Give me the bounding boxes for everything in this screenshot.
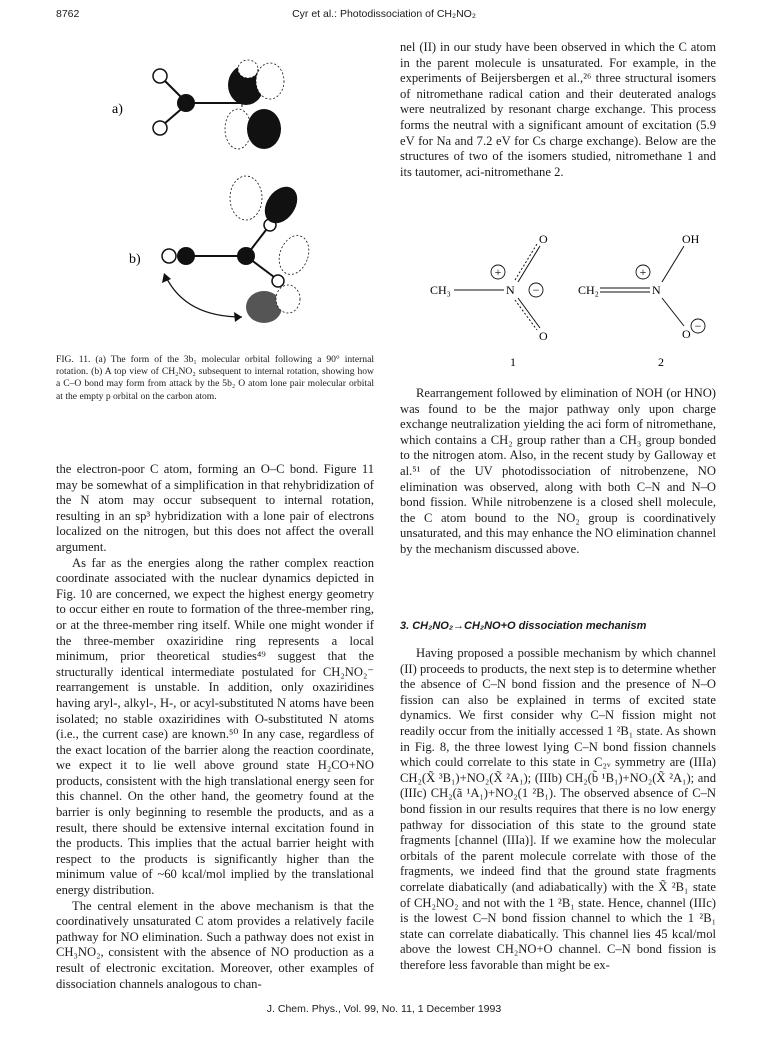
paragraph: the electron-poor C atom, forming an O–C bond. Figure 11 may be somewhat of a simplification in that rehybridization of the N atom may occur subsequent to internal rotation, resulting in an sp³ hybridization with a lone pair of electrons localized on the nitrogen, but this does not affect the overall argument. — [56, 462, 374, 554]
page-number: 8762 — [56, 8, 80, 20]
paragraph: The central element in the above mechanism is that the coordinatively unsaturated C atom provides a relatively facile pathway for NO elimination. Such a pathway does not exist in CH₃NO₂, consistent with the absence of NO production as a result of electronic excitation. Moreover, other examples of dissociation channels analogous to chan- — [56, 898, 374, 991]
structure2-ch2: CH₂ — [578, 283, 599, 297]
journal-footer: J. Chem. Phys., Vol. 99, No. 11, 1 December 1993 — [266, 1003, 502, 1015]
paragraph: Rearrangement followed by elimination of NOH (or HNO) was found to be the major pathway only upon charge exchange neutralization yielding the aci form of nitromethane, which contains a CH₂ group rather than a CH₃ group bonded to the nitrogen atom. Also, in the recent study by Galloway et al.⁵¹ of the UV photodissociation of nitrobenzene, NO elimination was observed, along with both C–N and N–O bond fission. While nitrobenzene is a closed shell molecule, the C atom bound to the NO₂ group is coordinatively unsaturated, and this may enhance the NO elimination channel by the mechanism discussed above. — [400, 386, 716, 556]
structure2-o: O — [682, 327, 691, 341]
paragraph: Having proposed a possible mechanism by which channel (II) proceeds to products, the next step is to determine whether the absence of C–N bond fission and the presence of N–O fission can also be explained in terms of excited state dynamics. We first consider why C–N fission might not readily occur from the initially accessed 1 ²B₁ state. As shown in Fig. 8, the three lowest lying C–N bond fission channels which could correlate to this state in C₂ᵥ symmetry are (IIIa) CH₂(X̃ ³B₁)+NO₂(X̃ ²A₁); (IIIb) CH₂(b̃ ¹B₁)+NO₂(X̃ ²A₁); and (IIIc) CH₂(ã ¹A₁)+NO₂(1 ²B₁). The observed absence of C–N bond fission in our results requires that there is no low energy pathway for dissociation of this state to the ground state fragments [channel (IIIa)]. If we examine how the molecular orbitals of the parent molecule correlate with those of the fragments, we indeed find that the ground state fragments correlate diabatically (and adiabatically) with the X̃ ²B₁ state of CH₂NO₂ and not with the 1 ²B₁ state. Hence, channel (IIIc) is the lowest C–N bond fission channel to which the 1 ²B₁ state can correlate diabatically. This channel lies 45 kcal/mol above the lowest CH₂NO+O channel. C–N bond fission is therefore less favorable than might be ex- — [400, 646, 716, 972]
left-column-text — [56, 462, 374, 992]
structure2-oh: OH — [682, 232, 700, 246]
structure1-o-bot: O — [539, 329, 548, 343]
figure-caption: FIG. 11. (a) The form of the 3b₁ molecular orbital following a 90° internal rotation. (b) A top view of CH₂NO₂ subsequent to internal rotation, showing how a C–O bond may form from attack by the 5b₂ O atom lone pair molecular orbital at the empty p orbital on the carbon atom. — [56, 354, 374, 402]
paragraph: nel (II) in our study have been observed in which the C atom in the parent molecule is unsaturated. For example, in the experiments of Beijersbergen et al.,²⁶ three structural isomers of nitromethane radical cation and their deuterated analogs were neutralized by resonant charge exchange. This process forms the neutral with a significant amount of excitation (5.9 eV for Na and 7.2 eV for Cs charge exchange). Below are the structures of two of the isomers studied, nitromethane 1 and its tautomer, aci-nitromethane 2. — [400, 40, 716, 179]
structure1-o-top: O — [539, 232, 548, 246]
structure1-ch3: CH₃ — [430, 283, 451, 297]
structure2-label: 2 — [658, 355, 664, 369]
structure1-label: 1 — [510, 355, 516, 369]
figure-11-orbitals — [56, 55, 374, 345]
running-title: Cyr et al.: Photodissociation of CH₂NO₂ — [292, 8, 476, 20]
figure-label-b: b) — [129, 252, 141, 267]
structure2-n: N — [652, 283, 661, 297]
structure1-minus: − — [532, 283, 540, 297]
structure2-plus: + — [639, 265, 647, 279]
right-column-mid-text — [400, 386, 716, 558]
right-column-bottom-text — [400, 646, 716, 973]
structure1-n: N — [506, 283, 515, 297]
figure-label-a: a) — [112, 102, 123, 117]
right-column-top-text — [400, 40, 716, 180]
paragraph: As far as the energies along the rather complex reaction coordinate associated with the nuclear dynamics depicted in Fig. 10 are concerned, we expect the highest energy geometry to occur either en route to formation of the three-member ring, or at the three-member ring itself. While one might wonder if the three-member oxaziridine ring represents a local minimum, prior theoretical studies⁴⁹ suggest that the structurally identical intermediate postulated for CH₂NO₂⁻ rearrangement is unstable. In addition, only oxaziridines having aryl-, alkyl-, H-, or acyl-substituted N atoms have been isolated; no stable oxaziridines with O-substituted N atoms (i.e., the current case) are known.⁵⁰ In any case, regardless of the exact location of the barrier along the reaction coordinate, we expect it to lie well above ground state H₂CO+NO products, consistent with the high translational energy seen for this channel. On the other hand, the geometry found at the barrier is only beginning to resemble the products, and as a result, there should be extensive internal excitation found in the products. This implies that the actual barrier height with respect to the products is significantly higher than the minimum value of ~60 kcal/mol implied by the translational energy distribution. — [56, 555, 374, 898]
structure1-plus: + — [494, 265, 502, 279]
structures-1-2 — [400, 230, 716, 370]
section-heading: 3. CH₂NO₂→CH₂NO+O dissociation mechanism — [400, 620, 647, 632]
structure2-minus: − — [694, 319, 702, 333]
